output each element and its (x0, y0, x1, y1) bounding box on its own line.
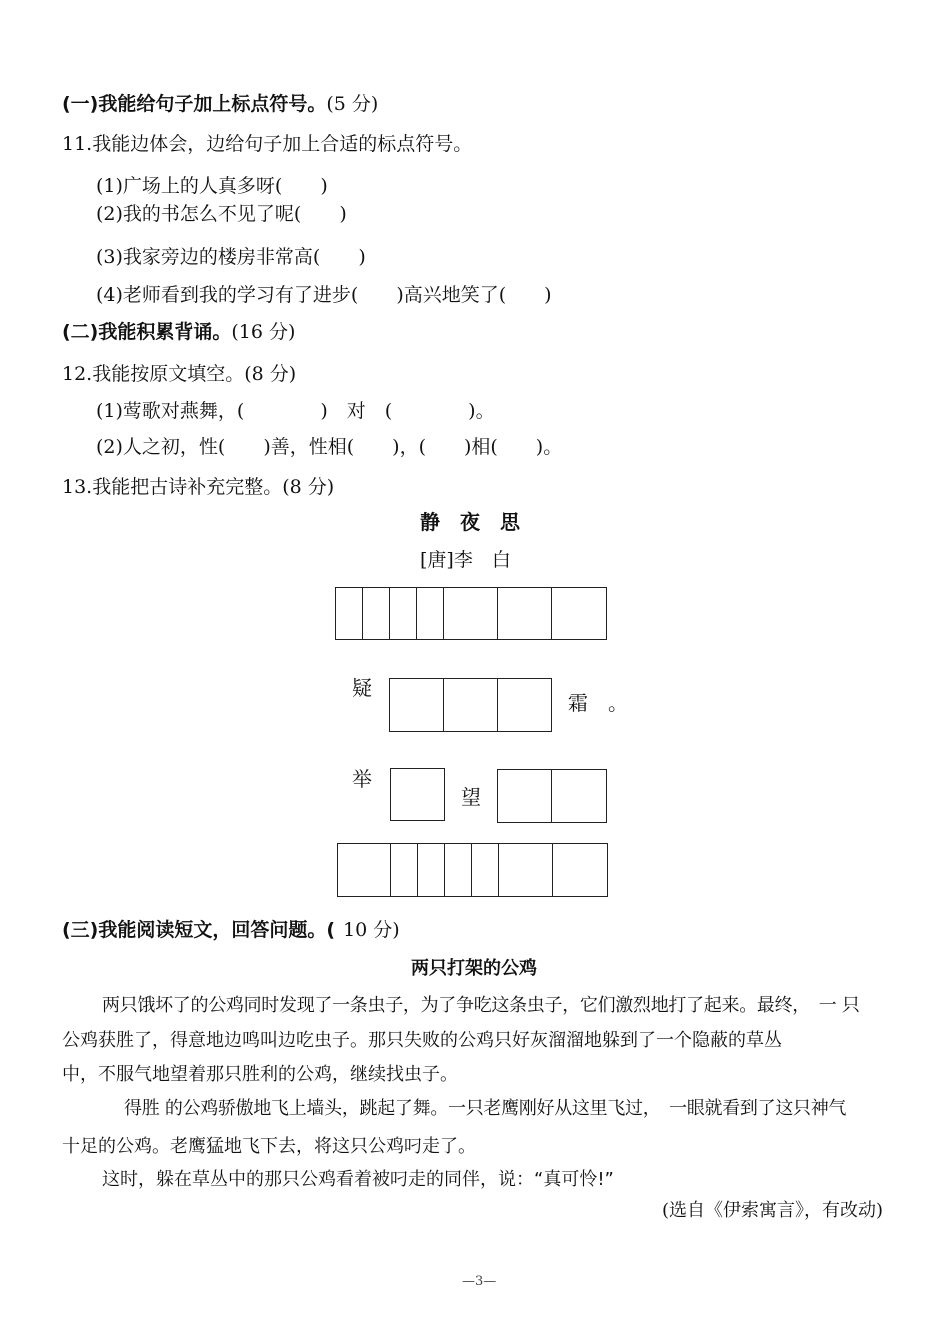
poem-author: [唐]李 白 (420, 549, 511, 571)
answer-box[interactable] (444, 588, 498, 639)
section3-score: 10 分) (343, 919, 400, 941)
section2-heading (62, 320, 295, 344)
section1-heading-text: (一)我能给句子加上标点符号。 (62, 93, 327, 115)
poem-line1-grid[interactable] (335, 587, 607, 640)
q12-item-1: (1)莺歌对燕舞，( ) 对 ( )。 (96, 400, 495, 422)
section2-heading-text: (二)我能积累背诵。 (62, 321, 232, 343)
answer-box[interactable] (417, 588, 444, 639)
answer-box[interactable] (498, 679, 551, 731)
poem-line3-start: 举 (352, 767, 372, 791)
passage-source: (选自《伊索寓言》，有改动) (662, 1200, 884, 1221)
answer-box[interactable] (472, 844, 499, 896)
poem-line3-grid[interactable] (497, 769, 607, 823)
answer-box[interactable] (418, 844, 445, 896)
poem-title: 静 夜 思 (420, 510, 520, 534)
answer-box[interactable] (552, 770, 606, 822)
q11-prompt: 11.我能边体会，边给句子加上合适的标点符号。 (62, 133, 473, 155)
poem-line3-mid: 望 (461, 785, 481, 809)
section1-score: (5 分) (326, 93, 379, 115)
q11-item-3: (3)我家旁边的楼房非常高( ) (96, 246, 366, 268)
section2-score: (16 分) (231, 321, 296, 343)
answer-box[interactable] (391, 844, 418, 896)
page-number: —3— (462, 1274, 497, 1289)
answer-box[interactable] (338, 844, 391, 896)
answer-box[interactable] (445, 844, 472, 896)
section3-heading (62, 918, 400, 942)
poem-line2-end: 霜 。 (568, 691, 628, 715)
q12-item-2: (2)人之初，性( )善，性相( )，( )相( )。 (96, 436, 563, 458)
q12-prompt: 12.我能按原文填空。(8 分) (62, 363, 297, 385)
passage-line-3: 中，不服气地望着那只胜利的公鸡，继续找虫子。 (62, 1064, 458, 1085)
passage-line-4: 得胜 的公鸡骄傲地飞上墙头，跳起了舞。一只老鹰刚好从这里飞过， 一眼就看到了这只神气 (124, 1098, 847, 1119)
answer-box[interactable] (498, 770, 552, 822)
poem-line4-grid[interactable] (337, 843, 608, 897)
q11-item-4: (4)老师看到我的学习有了进步( )高兴地笑了( ) (96, 284, 552, 306)
poem-line2-grid[interactable] (389, 678, 552, 732)
answer-box[interactable] (553, 844, 607, 896)
q11-item-1: (1)广场上的人真多呀( ) (96, 175, 328, 197)
answer-box[interactable] (390, 679, 444, 731)
answer-box[interactable] (499, 844, 553, 896)
passage-line-2: 公鸡获胜了，得意地边鸣叫边吃虫子。那只失败的公鸡只好灰溜溜地躲到了一个隐蔽的草丛 (62, 1030, 782, 1051)
answer-box[interactable] (363, 588, 390, 639)
passage-line-1: 两只饿坏了的公鸡同时发现了一条虫子，为了争吃这条虫子，它们激烈地打了起来。最终， 一 只 (102, 995, 860, 1016)
passage-line-5: 十足的公鸡。老鹰猛地飞下去，将这只公鸡叼走了。 (62, 1136, 476, 1157)
section1-heading (62, 92, 378, 116)
section3-heading-text: (三)我能阅读短文，回答问题。( (62, 919, 336, 941)
answer-box[interactable] (498, 588, 552, 639)
passage-title: 两只打架的公鸡 (411, 958, 537, 979)
q11-item-2: (2)我的书怎么不见了呢( ) (96, 203, 347, 225)
answer-box[interactable] (444, 679, 498, 731)
answer-box[interactable] (336, 588, 363, 639)
answer-box[interactable] (390, 588, 417, 639)
answer-box[interactable] (552, 588, 606, 639)
poem-line2-start: 疑 (352, 676, 372, 700)
passage-line-6: 这时，躲在草丛中的那只公鸡看着被叼走的同伴，说：“真可怜!” (102, 1169, 614, 1190)
answer-box[interactable] (390, 768, 445, 821)
q13-prompt: 13.我能把古诗补充完整。(8 分) (62, 476, 335, 498)
